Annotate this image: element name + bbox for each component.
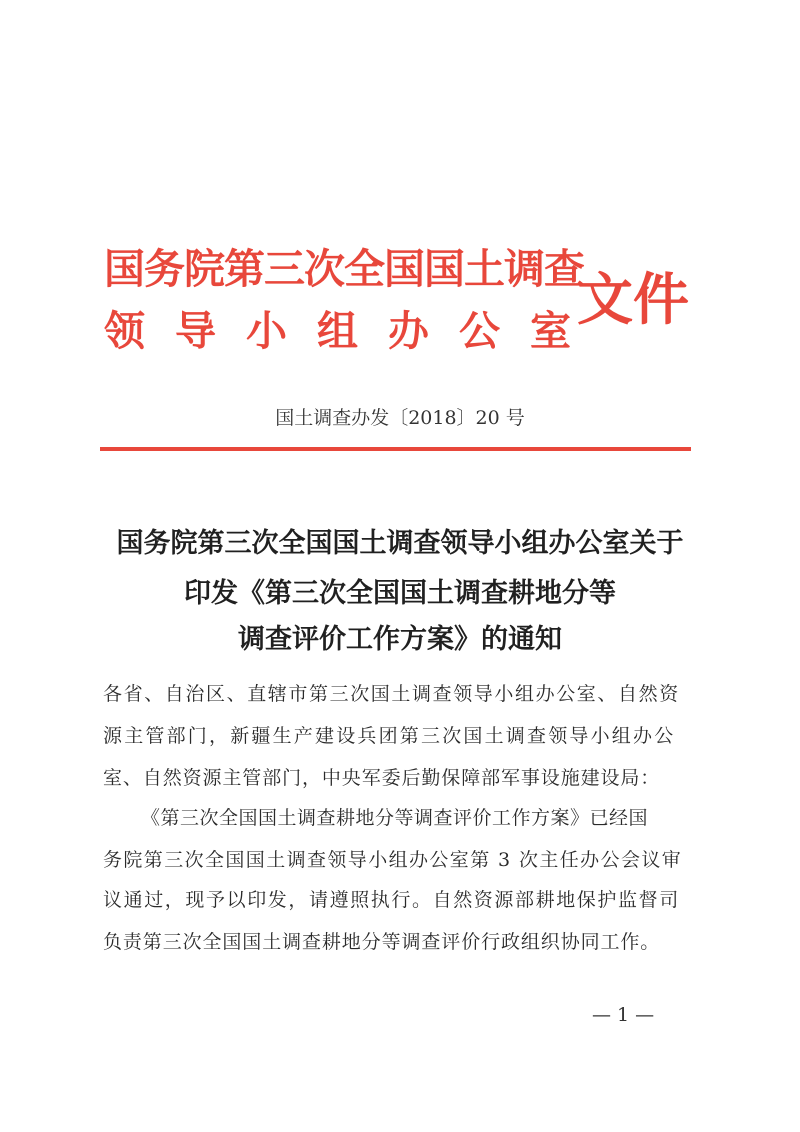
body-line: 各省、自治区、直辖市第三次国土调查领导小组办公室、自然资 [103, 683, 680, 705]
issuer-name-line-1: 国务院第三次全国国土调查 [104, 245, 584, 293]
body-line: 《第三次全国国土调查耕地分等调查评价工作方案》已经国 [141, 807, 649, 829]
document-number: 国土调查办发〔2018〕20 号 [275, 407, 525, 429]
notice-title-line-2: 印发《第三次全国国土调查耕地分等 [184, 578, 616, 609]
red-separator-line [100, 447, 691, 451]
body-line: 源主管部门，新疆生产建设兵团第三次国土调查领导小组办公 [103, 725, 676, 747]
body-line: 室、自然资源主管部门，中央军委后勤保障部军事设施建设局： [103, 767, 661, 789]
issuer-name-line-2: 领导小组办公室 [104, 307, 601, 355]
notice-title-line-1: 国务院第三次全国国土调查领导小组办公室关于 [116, 528, 684, 559]
notice-title-line-3: 调查评价工作方案》的通知 [238, 624, 562, 655]
body-line: 负责第三次全国国土调查耕地分等调查评价行政组织协同工作。 [103, 931, 661, 953]
body-line: 议通过，现予以印发，请遵照执行。自然资源部耕地保护监督司 [103, 889, 680, 911]
page-number: — 1 — [592, 1004, 655, 1026]
document-type-label: 文件 [577, 267, 689, 333]
body-line: 务院第三次全国国土调查领导小组办公室第 3 次主任办公会议审 [103, 849, 683, 871]
